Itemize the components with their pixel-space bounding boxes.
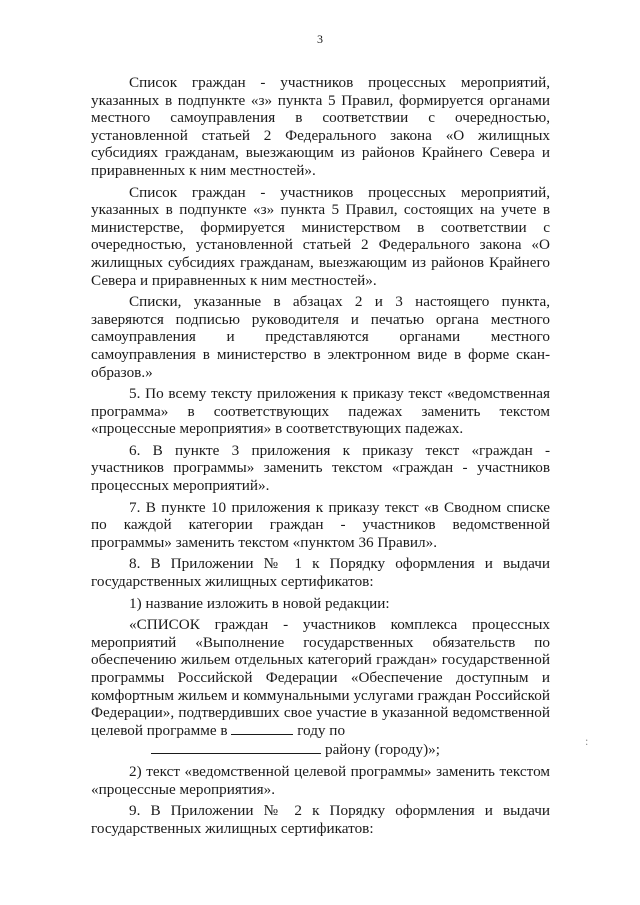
list-title-text: «СПИСОК граждан - участников комплекса процессных мероприятий «Выполнение государственных обязательств по обеспечению жильем отдельных категорий граждан» государственной программы Российской Федерации «Обеспечение доступным и комфортным жильем и коммунальными услугами граждан Российской Федерации», подтвердивших свое участие в указанной ведомственной целевой программе в	[91, 616, 550, 739]
list-title-year-text: году по	[297, 721, 346, 739]
document-body	[91, 74, 550, 841]
page-number: 3	[317, 32, 323, 46]
paragraph-list-title-district	[91, 741, 550, 759]
paragraph-item-5: 5. По всему тексту приложения к приказу текст «ведомственная программа» в соответствующих падежах заменить текстом «процессные мероприятия» в соответствующих падежах.	[91, 385, 550, 438]
district-blank	[151, 741, 321, 754]
paragraph-lists-certification: Списки, указанные в абзацах 2 и 3 настоящего пункта, заверяются подписью руководителя и печатью органа местного самоуправления и представляются органами местного самоуправления в министерство в электронном виде в форме скан-образов.»	[91, 293, 550, 381]
list-title-district-text: району (городу)»;	[324, 741, 440, 759]
year-blank	[231, 722, 293, 735]
paragraph-item-6: 6. В пункте 3 приложения к приказу текст «граждан - участников программы» заменить текстом «граждан - участников процессных мероприятий».	[91, 441, 550, 495]
paragraph-item-8-sub-1: 1) название изложить в новой редакции:	[129, 594, 390, 612]
paragraph-item-9: 9. В Приложении № 2 к Порядку оформления и выдачи государственных жилищных сертификатов:	[91, 802, 550, 837]
paragraph-list-title	[91, 616, 550, 739]
paragraph-list-municipal: Список граждан - участников процессных мероприятий, указанных в подпункте «з» пункта 5 Правил, формируется органами местного самоуправления в соответствии с очередностью, установленной статьей 2 Федерального закона «О жилищных субсидиях гражданам, выезжающим из районов Крайнего Севера и приравненных к ним местностей».	[91, 74, 550, 179]
paragraph-item-8-sub-2: 2) текст «ведомственной целевой программы» заменить текстом «процессные мероприятия».	[91, 762, 550, 798]
paragraph-list-ministry: Список граждан - участников процессных мероприятий, указанных в подпункте «з» пункта 5 Правил, состоящих на учете в министерстве, формируется министерством в соответствии с очередностью, установленной статьей 2 Федерального закона «О жилищных субсидиях гражданам, выезжающим из районов Крайнего Севера и приравненных к ним местностей».	[91, 183, 550, 289]
paragraph-item-8: 8. В Приложении № 1 к Порядку оформления и выдачи государственных жилищных сертификатов:	[91, 555, 550, 591]
margin-mark: :	[585, 734, 589, 748]
paragraph-item-7: 7. В пункте 10 приложения к приказу текст «в Сводном списке по каждой категории граждан - участников ведомственной программы» заменить текстом «пунктом 36 Правил».	[91, 498, 550, 551]
